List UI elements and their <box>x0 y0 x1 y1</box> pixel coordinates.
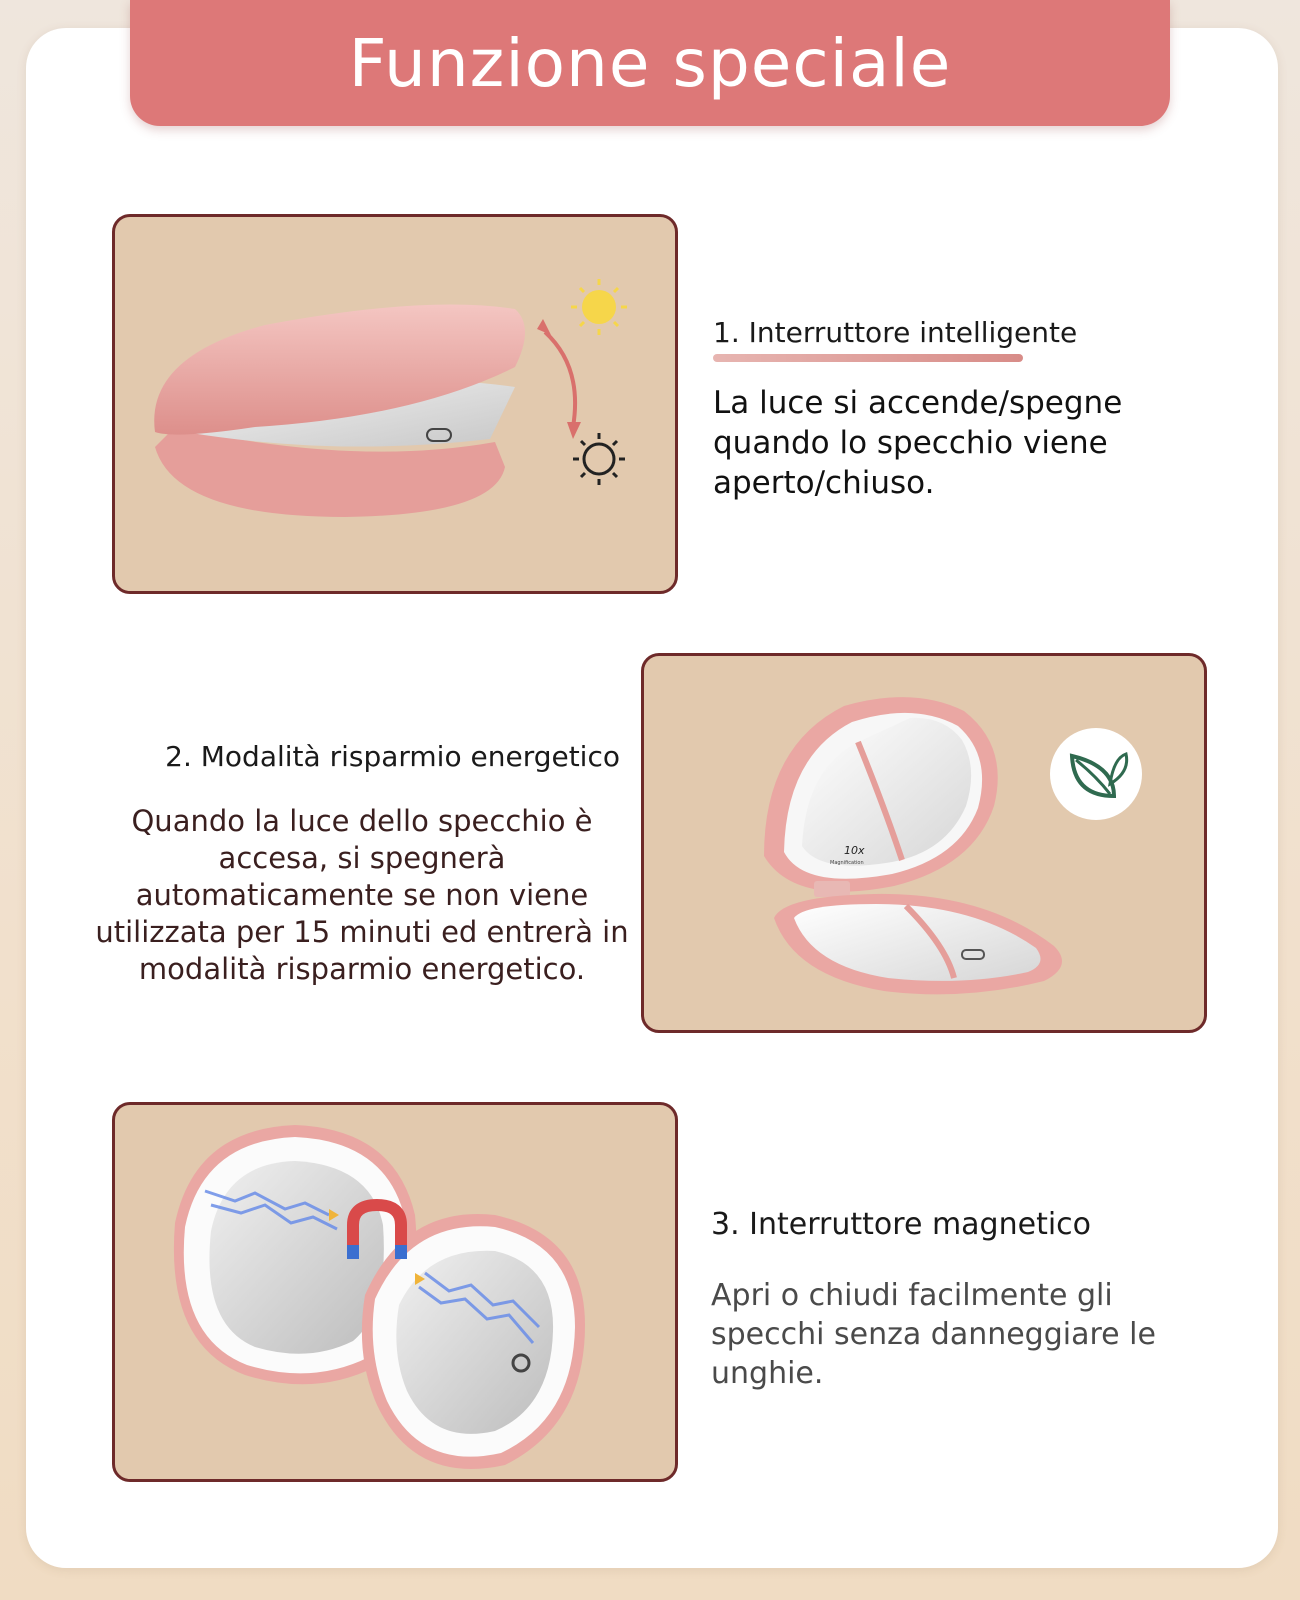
feature-3-description: Apri o chiudi facilmente gli specchi senza danneggiare le unghie. <box>711 1278 1156 1391</box>
magnification-sublabel: Magnification <box>830 860 864 866</box>
feature-1-description: La luce si accende/spegne quando lo specchio viene aperto/chiuso. <box>713 385 1123 501</box>
page-title: Funzione speciale <box>348 24 952 102</box>
feature-3-image <box>112 1102 678 1482</box>
feature-2-title: 2. Modalità risparmio energetico <box>165 740 620 773</box>
title-underline <box>713 354 1023 362</box>
magnification-label: 10x <box>844 844 865 857</box>
leaf-icon <box>1050 728 1142 820</box>
feature-2-description: Quando la luce dello specchio è accesa, si spegnerà automaticamente se non viene utilizzata per 15 minuti ed entrerà in modalità risparmio energetico. <box>95 804 629 986</box>
feature-3-title: 3. Interruttore magnetico <box>711 1207 1092 1242</box>
feature-2-image <box>641 653 1207 1033</box>
header-banner <box>130 0 1170 126</box>
feature-1-image <box>112 214 678 594</box>
sun-on-icon <box>571 279 627 335</box>
feature-1-title: 1. Interruttore intelligente <box>713 316 1078 349</box>
sun-off-icon <box>573 433 625 485</box>
